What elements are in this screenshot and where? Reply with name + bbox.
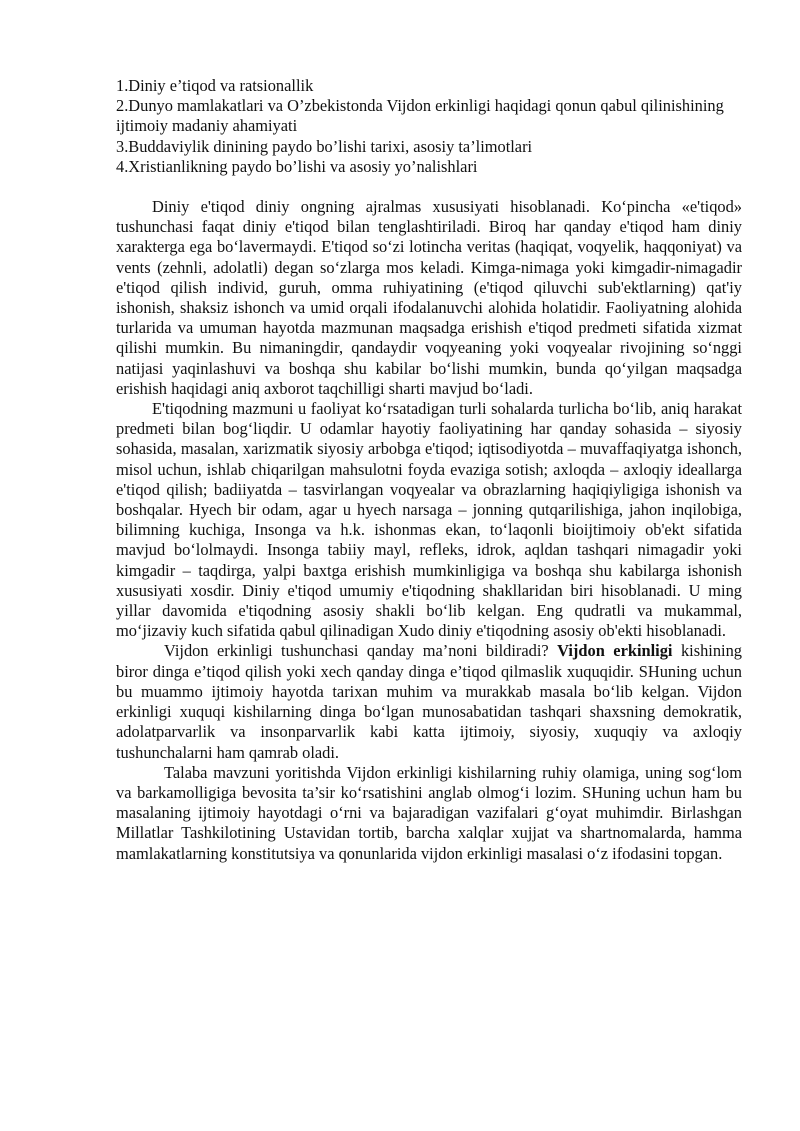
document-page (116, 76, 742, 864)
topic-item-1: 1.Diniy e’tiqod va ratsionallik (116, 76, 314, 95)
paragraph-student-topic: Talaba mavzuni yoritishda Vijdon erkinligi kishilarning ruhiy olamiga, uning sog‘lom va barkamolligiga bevosita ta’sir ko‘rsatishini anglab olmog‘i lozim. SHuning uchun ham bu masalaning ijtimoiy hayotdagi o‘rni va bajaradigan vazifalari g‘oyat muhimdir. Birlashgan Millatlar Tashkilotining Ustavidan tortib, barcha xalqlar xujjat va shartnomalarda, hamma mamlakatlarning konstitutsiya va qonunlarida vijdon erkinligi masalasi o‘z ifodasini topgan. (116, 762, 742, 863)
bold-term: Vijdon erkinligi (557, 641, 673, 661)
topic-item-3: 3.Buddaviylik dinining paydo bo’lishi tarixi, asosiy ta’limotlari (116, 136, 533, 156)
paragraph-freedom-of-conscience (116, 641, 742, 762)
spacer (116, 177, 742, 197)
paragraph-lead-text: Vijdon erkinligi tushunchasi qanday ma’noni bildiradi? (164, 641, 558, 661)
topic-item-2: 2.Dunyo mamlakatlari va O’zbekistonda Vijdon erkinligi haqidagi qonun qabul qilinishining ijtimoiy madaniy ahamiyati (116, 96, 724, 136)
paragraph-religious-belief: Diniy e'tiqod diniy ongning ajralmas xususiyati hisoblanadi. Ko‘pincha «e'tiqod» tushunchasi faqat diniy e'tiqod bilan tenglashtiriladi. Biroq har qanday e'tiqod ham diniy xarakterga ega bo‘lavermaydi. E'tiqod so‘zi lotincha veritas (haqiqat, voqyelik, haqqoniyat) va vents (zehnli, adolatli) degan so‘zlarga mos keladi. Kimga-nimaga yoki kimgadir-nimagadir e'tiqod qilish individ, guruh, omma ruhiyatining (e'tiqod qiluvchi sub'ektlarning) qat'iy ishonish, shaksiz ishonch va umid orqali ifodalanuvchi alohida holatidir. Faoliyatning alohida turlarida va umuman hayotda mazmunan maqsadga erishish e'tiqod predmeti sifatida xizmat qilishi mumkin. Bu nimaningdir, qandaydir voqyeaning yoki voqyealar rivojining so‘nggi natijasi yaqinlashuvi va boshqa shu kabilar bo‘lishi mumkin, bunda qo‘yilgan maqsadga erishish haqidagi aniq axborot taqchilligi sharti mavjud bo‘ladi. (116, 197, 742, 398)
topic-item-4: 4.Xristianlikning paydo bo’lishi va asosiy yo’nalishlari (116, 156, 478, 176)
paragraph-rest-text: kishining biror dinga e’tiqod qilish yoki xech qanday dinga e’tiqod qilmaslik xuquqidir. SHuning uchun bu muammo ijtimoiy hayotda tarixan muhim va murakkab masala bo‘lib kelgan. Vijdon erkinligi xuquqi kishilarning dinga bo‘lgan munosabatidan tashqari shaxsning demokratik, adolatparvarlik va insonparvarlik kabi katta ijtimoiy, siyosiy, xuquqiy va axloqiy tushunchalarni ham qamrab oladi. (116, 641, 742, 762)
topic-list (116, 76, 742, 177)
paragraph-belief-content: E'tiqodning mazmuni u faoliyat ko‘rsatadigan turli sohalarda turlicha bo‘lib, aniq harakat predmeti bilan bog‘liqdir. U odamlar hayotiy faoliyatining har qanday sohasida – siyosiy sohasida, masalan, xarizmatik siyosiy arbobga e'tiqod; iqtisodiyotda – muvaffaqiyatga ishonch, misol uchun, ishlab chiqarilgan mahsulotni foyda evaziga sotish; axloqda – axloqiy ideallarga e'tiqod qilish; badiiyatda – tasvirlangan voqyealar va obrazlarning haqiqiyligiga ishonish va boshqalar. Hyech bir odam, agar u hyech narsaga – jonning qutqarilishiga, jahon inqilobiga, bilimning kuchiga, Insonga va h.k. ishonmas ekan, to‘laqonli bioijtimoiy ob'ekt sifatida mavjud bo‘lolmaydi. Insonga tabiiy mayl, refleks, idrok, aqldan tashqari nimagadir yoki kimgadir – taqdirga, yalpi baxtga erishish mumkinligiga va boshqa shu kabilarga ishonish xususiyati xosdir. Diniy e'tiqod umumiy e'tiqodning shakllaridan biri hisoblanadi. U ming yillar davomida e'tiqodning asosiy shakli bo‘lib kelgan. Eng qudratli va mukammal, mo‘jizaviy kuch sifatida qabul qilinadigan Xudo diniy e'tiqodning asosiy ob'ekti hisoblanadi. (116, 399, 742, 641)
